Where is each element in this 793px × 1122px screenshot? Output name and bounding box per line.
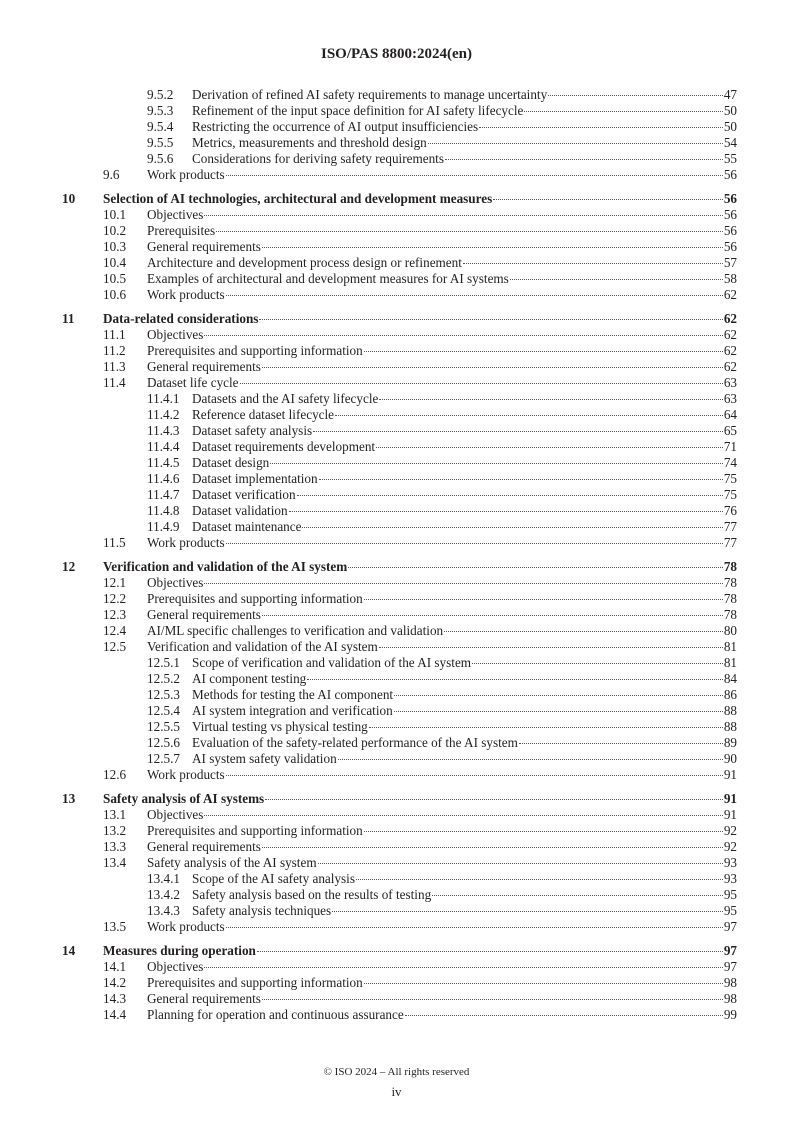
dot-leader bbox=[262, 615, 723, 616]
toc-entry-number: 14.3 bbox=[103, 991, 127, 1006]
toc-entry-number: 14.1 bbox=[103, 959, 127, 974]
toc-entry-number: 10.3 bbox=[103, 239, 127, 254]
toc-entry[interactable] bbox=[62, 807, 737, 823]
dot-leader bbox=[302, 527, 722, 528]
toc-entry[interactable] bbox=[62, 487, 737, 503]
toc-entry[interactable] bbox=[62, 903, 737, 919]
toc-entry-number: 9.5.6 bbox=[147, 151, 174, 166]
toc-entry-page: 78 bbox=[723, 559, 737, 574]
toc-entry-title: Safety analysis based on the results of testing bbox=[192, 887, 432, 902]
toc-entry[interactable] bbox=[62, 191, 737, 207]
page-number: iv bbox=[391, 1084, 402, 1099]
document-header: ISO/PAS 8800:2024(en) bbox=[321, 46, 472, 62]
toc-entry-title: Dataset life cycle bbox=[147, 375, 239, 390]
toc-entry-page: 76 bbox=[723, 503, 737, 518]
copyright-footer: © ISO 2024 – All rights reserved bbox=[323, 1066, 470, 1078]
toc-entry-number: 14.2 bbox=[103, 975, 127, 990]
toc-entry-title: Objectives bbox=[147, 807, 204, 822]
toc-entry-page: 63 bbox=[723, 375, 737, 390]
dot-leader bbox=[364, 599, 723, 600]
toc-entry-number: 11.4.6 bbox=[147, 471, 180, 486]
toc-entry-title: AI component testing bbox=[192, 671, 307, 686]
dot-leader bbox=[348, 567, 723, 568]
toc-entry[interactable] bbox=[62, 375, 737, 391]
toc-entry-page: 56 bbox=[723, 167, 737, 182]
dot-leader bbox=[204, 815, 722, 816]
toc-entry[interactable] bbox=[62, 839, 737, 855]
dot-leader bbox=[356, 879, 723, 880]
toc-entry-page: 50 bbox=[723, 119, 737, 134]
toc-entry-page: 92 bbox=[723, 823, 737, 838]
toc-entry-title: Measures during operation bbox=[103, 943, 256, 958]
dot-leader bbox=[226, 175, 723, 176]
toc-entry-page: 91 bbox=[723, 807, 737, 822]
toc-entry-number: 11.4.1 bbox=[147, 391, 180, 406]
toc-entry-page: 58 bbox=[723, 271, 737, 286]
dot-leader bbox=[204, 583, 722, 584]
toc-entry-number: 14.4 bbox=[103, 1007, 127, 1022]
toc-entry[interactable] bbox=[62, 223, 737, 239]
toc-entry-number: 12.4 bbox=[103, 623, 127, 638]
toc-entry-number: 12.5.5 bbox=[147, 719, 180, 734]
dot-leader bbox=[216, 231, 723, 232]
toc-entry-number: 14 bbox=[62, 943, 76, 958]
dot-leader bbox=[335, 415, 723, 416]
toc-entry[interactable] bbox=[62, 943, 737, 959]
dot-leader bbox=[257, 951, 723, 952]
toc-entry-title: Refinement of the input space definition for AI safety lifecycle bbox=[192, 103, 524, 118]
toc-entry-title: Restricting the occurrence of AI output insufficiencies bbox=[192, 119, 479, 134]
toc-entry[interactable] bbox=[62, 871, 737, 887]
dot-leader bbox=[364, 831, 723, 832]
dot-leader bbox=[364, 983, 723, 984]
dot-leader bbox=[318, 863, 723, 864]
toc-entry-page: 62 bbox=[723, 359, 737, 374]
dot-leader bbox=[510, 279, 723, 280]
toc-entry-number: 12 bbox=[62, 559, 76, 574]
toc-entry-number: 11.4.4 bbox=[147, 439, 180, 454]
toc-entry[interactable] bbox=[62, 975, 737, 991]
dot-leader bbox=[262, 367, 723, 368]
toc-entry-number: 12.5.4 bbox=[147, 703, 180, 718]
toc-entry-page: 97 bbox=[723, 919, 737, 934]
dot-leader bbox=[262, 247, 723, 248]
toc-entry-page: 63 bbox=[723, 391, 737, 406]
toc-entry-page: 54 bbox=[723, 135, 737, 150]
toc-entry-title: Evaluation of the safety-related performance of the AI system bbox=[192, 735, 518, 750]
dot-leader bbox=[524, 111, 722, 112]
dot-leader bbox=[463, 263, 723, 264]
toc-entry-number: 11.4 bbox=[103, 375, 126, 390]
toc-entry[interactable] bbox=[62, 855, 737, 871]
toc-entry-page: 80 bbox=[723, 623, 737, 638]
toc-entry-page: 78 bbox=[723, 591, 737, 606]
dot-leader bbox=[226, 543, 723, 544]
toc-entry-page: 62 bbox=[723, 343, 737, 358]
toc-entry[interactable] bbox=[62, 703, 737, 719]
toc-entry-title: Work products bbox=[147, 167, 225, 182]
toc-entry-page: 74 bbox=[723, 455, 737, 470]
toc-entry-page: 97 bbox=[723, 959, 737, 974]
toc-entry-number: 11.4.8 bbox=[147, 503, 180, 518]
toc-entry[interactable] bbox=[62, 439, 737, 455]
toc-entry-title: Dataset safety analysis bbox=[192, 423, 313, 438]
dot-leader bbox=[394, 695, 723, 696]
toc-entry-title: Work products bbox=[147, 535, 225, 550]
toc-entry[interactable] bbox=[62, 407, 737, 423]
toc-entry-number: 13.4.2 bbox=[147, 887, 180, 902]
toc-entry-page: 93 bbox=[723, 871, 737, 886]
dot-leader bbox=[226, 927, 723, 928]
toc-entry-title: Safety analysis techniques bbox=[192, 903, 332, 918]
toc-entry-number: 9.5.2 bbox=[147, 87, 174, 102]
toc-entry-number: 10.6 bbox=[103, 287, 127, 302]
toc-entry-page: 56 bbox=[723, 239, 737, 254]
toc-entry-number: 13 bbox=[62, 791, 76, 806]
dot-leader bbox=[262, 847, 723, 848]
toc-entry[interactable] bbox=[62, 575, 737, 591]
toc-entry[interactable] bbox=[62, 271, 737, 287]
toc-entry[interactable] bbox=[62, 391, 737, 407]
toc-entry[interactable] bbox=[62, 327, 737, 343]
toc-entry-title: Data-related considerations bbox=[103, 311, 259, 326]
toc-entry[interactable] bbox=[62, 887, 737, 903]
toc-entry-number: 9.5.3 bbox=[147, 103, 174, 118]
toc-entry-number: 12.1 bbox=[103, 575, 127, 590]
toc-entry-title: Scope of the AI safety analysis bbox=[192, 871, 355, 886]
toc-entry-title: Scope of verification and validation of the AI system bbox=[192, 655, 472, 670]
toc-entry-title: Dataset validation bbox=[192, 503, 288, 518]
toc-entry-title: Prerequisites and supporting information bbox=[147, 975, 363, 990]
dot-leader bbox=[240, 383, 723, 384]
toc-entry-title: General requirements bbox=[147, 359, 261, 374]
toc-entry-page: 98 bbox=[723, 991, 737, 1006]
toc-entry-title: Reference dataset lifecycle bbox=[192, 407, 335, 422]
toc-entry-title: General requirements bbox=[147, 991, 261, 1006]
toc-entry-page: 78 bbox=[723, 607, 737, 622]
dot-leader bbox=[432, 895, 723, 896]
toc-entry-page: 50 bbox=[723, 103, 737, 118]
toc-entry[interactable] bbox=[62, 87, 737, 103]
toc-entry-title: Examples of architectural and development measures for AI systems bbox=[147, 271, 509, 286]
toc-entry-title: Verification and validation of the AI system bbox=[103, 559, 348, 574]
dot-leader bbox=[313, 431, 723, 432]
toc-entry-page: 62 bbox=[723, 287, 737, 302]
toc-entry-page: 64 bbox=[723, 407, 737, 422]
toc-entry-number: 11.3 bbox=[103, 359, 126, 374]
toc-entry[interactable] bbox=[62, 591, 737, 607]
toc-entry-title: Safety analysis of AI systems bbox=[103, 791, 265, 806]
toc-entry-title: Dataset implementation bbox=[192, 471, 318, 486]
toc-entry-title: Dataset maintenance bbox=[192, 519, 302, 534]
toc-entry[interactable] bbox=[62, 959, 737, 975]
toc-entry[interactable] bbox=[62, 1007, 737, 1023]
toc-entry-title: Considerations for deriving safety requirements bbox=[192, 151, 444, 166]
toc-entry-page: 92 bbox=[723, 839, 737, 854]
toc-entry-page: 47 bbox=[723, 87, 737, 102]
toc-entry-title: Dataset design bbox=[192, 455, 270, 470]
toc-entry[interactable] bbox=[62, 991, 737, 1007]
toc-entry-number: 13.4.1 bbox=[147, 871, 180, 886]
toc-entry[interactable] bbox=[62, 287, 737, 303]
toc-entry-title: Prerequisites and supporting information bbox=[147, 823, 363, 838]
toc-entry-page: 88 bbox=[723, 719, 737, 734]
dot-leader bbox=[226, 775, 723, 776]
toc-entry-page: 78 bbox=[723, 575, 737, 590]
toc-entry[interactable] bbox=[62, 751, 737, 767]
dot-leader bbox=[364, 351, 723, 352]
toc-entry[interactable] bbox=[62, 455, 737, 471]
toc-entry-page: 90 bbox=[723, 751, 737, 766]
toc-entry-number: 10 bbox=[62, 191, 76, 206]
toc-entry-number: 11.4.7 bbox=[147, 487, 180, 502]
toc-entry-number: 12.3 bbox=[103, 607, 127, 622]
toc-entry[interactable] bbox=[62, 239, 737, 255]
toc-entry-title: AI system safety validation bbox=[192, 751, 337, 766]
toc-entry[interactable] bbox=[62, 471, 737, 487]
toc-entry-number: 11.4.9 bbox=[147, 519, 180, 534]
toc-entry[interactable] bbox=[62, 535, 737, 551]
toc-entry-page: 56 bbox=[723, 223, 737, 238]
toc-entry-title: Objectives bbox=[147, 207, 204, 222]
toc-entry-number: 13.5 bbox=[103, 919, 127, 934]
toc-entry-title: Prerequisites bbox=[147, 223, 216, 238]
toc-entry-title: Metrics, measurements and threshold design bbox=[192, 135, 427, 150]
toc-entry-page: 84 bbox=[723, 671, 737, 686]
dot-leader bbox=[204, 215, 722, 216]
toc-entry-page: 81 bbox=[723, 639, 737, 654]
dot-leader bbox=[479, 127, 723, 128]
toc-entry-number: 13.1 bbox=[103, 807, 127, 822]
toc-entry[interactable] bbox=[62, 559, 737, 575]
toc-entry-title: Objectives bbox=[147, 959, 204, 974]
toc-entry-page: 89 bbox=[723, 735, 737, 750]
toc-entry-number: 9.6 bbox=[103, 167, 120, 182]
toc-entry-page: 56 bbox=[723, 207, 737, 222]
toc-entry-number: 12.5 bbox=[103, 639, 127, 654]
dot-leader bbox=[204, 967, 722, 968]
toc-entry[interactable] bbox=[62, 119, 737, 135]
dot-leader bbox=[379, 647, 723, 648]
dot-leader bbox=[472, 663, 723, 664]
toc-entry-page: 62 bbox=[723, 327, 737, 342]
toc-entry-number: 12.2 bbox=[103, 591, 127, 606]
toc-entry-page: 86 bbox=[723, 687, 737, 702]
toc-entry-number: 12.5.2 bbox=[147, 671, 180, 686]
toc-entry-number: 11.1 bbox=[103, 327, 126, 342]
toc-entry-number: 13.3 bbox=[103, 839, 127, 854]
dot-leader bbox=[338, 759, 723, 760]
dot-leader bbox=[428, 143, 723, 144]
toc-entry-number: 11.4.5 bbox=[147, 455, 180, 470]
dot-leader bbox=[376, 447, 723, 448]
toc-entry-number: 10.5 bbox=[103, 271, 127, 286]
toc-entry-page: 88 bbox=[723, 703, 737, 718]
toc-entry[interactable] bbox=[62, 343, 737, 359]
toc-entry-title: General requirements bbox=[147, 607, 261, 622]
toc-entry[interactable] bbox=[62, 655, 737, 671]
toc-entry[interactable] bbox=[62, 503, 737, 519]
dot-leader bbox=[394, 711, 723, 712]
toc-entry-title: Prerequisites and supporting information bbox=[147, 343, 363, 358]
toc-entry[interactable] bbox=[62, 311, 737, 327]
dot-leader bbox=[379, 399, 722, 400]
toc-entry-number: 12.5.6 bbox=[147, 735, 180, 750]
toc-entry-title: Virtual testing vs physical testing bbox=[192, 719, 368, 734]
toc-entry[interactable] bbox=[62, 735, 737, 751]
toc-entry-number: 12.5.7 bbox=[147, 751, 180, 766]
toc-entry-page: 99 bbox=[723, 1007, 737, 1022]
toc-entry-page: 95 bbox=[723, 903, 737, 918]
toc-entry-number: 11.4.3 bbox=[147, 423, 180, 438]
toc-entry-number: 10.4 bbox=[103, 255, 127, 270]
toc-entry-number: 13.2 bbox=[103, 823, 127, 838]
toc-entry-page: 91 bbox=[723, 791, 737, 806]
toc-entry-title: General requirements bbox=[147, 839, 261, 854]
dot-leader bbox=[519, 743, 723, 744]
toc-entry-number: 11 bbox=[62, 311, 75, 326]
toc-entry[interactable] bbox=[62, 167, 737, 183]
toc-entry[interactable] bbox=[62, 719, 737, 735]
toc-entry-title: Work products bbox=[147, 919, 225, 934]
toc-entry-title: Selection of AI technologies, architectural and development measures bbox=[103, 191, 493, 206]
toc-entry[interactable] bbox=[62, 151, 737, 167]
toc-entry-title: Verification and validation of the AI system bbox=[147, 639, 378, 654]
toc-entry-title: AI system integration and verification bbox=[192, 703, 393, 718]
toc-entry[interactable] bbox=[62, 255, 737, 271]
toc-entry-page: 95 bbox=[723, 887, 737, 902]
toc-entry[interactable] bbox=[62, 671, 737, 687]
dot-leader bbox=[493, 199, 723, 200]
toc-entry-title: Architecture and development process design or refinement bbox=[147, 255, 462, 270]
dot-leader bbox=[307, 679, 723, 680]
toc-entry[interactable] bbox=[62, 823, 737, 839]
dot-leader bbox=[319, 479, 723, 480]
toc-entry[interactable] bbox=[62, 687, 737, 703]
toc-entry[interactable] bbox=[62, 791, 737, 807]
dot-leader bbox=[265, 799, 723, 800]
toc-entry-page: 56 bbox=[723, 191, 737, 206]
toc-entry-page: 97 bbox=[723, 943, 737, 958]
toc-entry-page: 62 bbox=[723, 311, 737, 326]
toc-entry[interactable] bbox=[62, 359, 737, 375]
dot-leader bbox=[445, 159, 723, 160]
toc-entry-number: 12.5.1 bbox=[147, 655, 180, 670]
table-of-contents bbox=[62, 87, 737, 1023]
toc-entry-title: AI/ML specific challenges to verification and validation bbox=[147, 623, 444, 638]
toc-entry-page: 65 bbox=[723, 423, 737, 438]
dot-leader bbox=[289, 511, 723, 512]
toc-entry-title: Safety analysis of the AI system bbox=[147, 855, 317, 870]
toc-entry[interactable] bbox=[62, 919, 737, 935]
dot-leader bbox=[226, 295, 723, 296]
dot-leader bbox=[332, 911, 723, 912]
toc-entry[interactable] bbox=[62, 767, 737, 783]
toc-entry-title: Methods for testing the AI component bbox=[192, 687, 394, 702]
toc-entry-page: 55 bbox=[723, 151, 737, 166]
toc-entry-title: Work products bbox=[147, 287, 225, 302]
toc-entry-title: General requirements bbox=[147, 239, 261, 254]
toc-entry-page: 98 bbox=[723, 975, 737, 990]
toc-entry-page: 57 bbox=[723, 255, 737, 270]
toc-entry-number: 12.6 bbox=[103, 767, 127, 782]
toc-entry-title: Datasets and the AI safety lifecycle bbox=[192, 391, 379, 406]
dot-leader bbox=[444, 631, 723, 632]
toc-entry[interactable] bbox=[62, 135, 737, 151]
toc-entry-page: 75 bbox=[723, 487, 737, 502]
toc-entry-page: 77 bbox=[723, 519, 737, 534]
toc-entry-title: Planning for operation and continuous assurance bbox=[147, 1007, 404, 1022]
toc-entry-number: 12.5.3 bbox=[147, 687, 180, 702]
toc-entry-page: 77 bbox=[723, 535, 737, 550]
toc-entry[interactable] bbox=[62, 639, 737, 655]
toc-entry-page: 75 bbox=[723, 471, 737, 486]
toc-entry-number: 10.2 bbox=[103, 223, 127, 238]
toc-entry-title: Objectives bbox=[147, 327, 204, 342]
toc-entry-title: Objectives bbox=[147, 575, 204, 590]
dot-leader bbox=[405, 1015, 723, 1016]
toc-entry-page: 91 bbox=[723, 767, 737, 782]
toc-entry-page: 93 bbox=[723, 855, 737, 870]
toc-entry[interactable] bbox=[62, 423, 737, 439]
toc-entry-number: 13.4.3 bbox=[147, 903, 180, 918]
toc-entry-number: 11.4.2 bbox=[147, 407, 180, 422]
toc-entry[interactable] bbox=[62, 607, 737, 623]
toc-entry-number: 9.5.5 bbox=[147, 135, 174, 150]
dot-leader bbox=[259, 319, 722, 320]
toc-entry[interactable] bbox=[62, 623, 737, 639]
toc-entry-page: 81 bbox=[723, 655, 737, 670]
toc-entry-number: 10.1 bbox=[103, 207, 127, 222]
toc-entry-number: 9.5.4 bbox=[147, 119, 174, 134]
toc-entry-title: Dataset requirements development bbox=[192, 439, 376, 454]
toc-entry-title: Work products bbox=[147, 767, 225, 782]
toc-entry-number: 13.4 bbox=[103, 855, 127, 870]
toc-entry-page: 71 bbox=[723, 439, 737, 454]
dot-leader bbox=[369, 727, 723, 728]
toc-entry[interactable] bbox=[62, 207, 737, 223]
toc-entry-number: 11.5 bbox=[103, 535, 126, 550]
dot-leader bbox=[548, 95, 723, 96]
toc-entry-title: Derivation of refined AI safety requirements to manage uncertainty bbox=[192, 87, 548, 102]
toc-entry-number: 11.2 bbox=[103, 343, 126, 358]
toc-entry[interactable] bbox=[62, 103, 737, 119]
toc-entry-title: Prerequisites and supporting information bbox=[147, 591, 363, 606]
toc-entry[interactable] bbox=[62, 519, 737, 535]
dot-leader bbox=[270, 463, 723, 464]
toc-entry-title: Dataset verification bbox=[192, 487, 296, 502]
dot-leader bbox=[262, 999, 723, 1000]
dot-leader bbox=[297, 495, 723, 496]
dot-leader bbox=[204, 335, 722, 336]
